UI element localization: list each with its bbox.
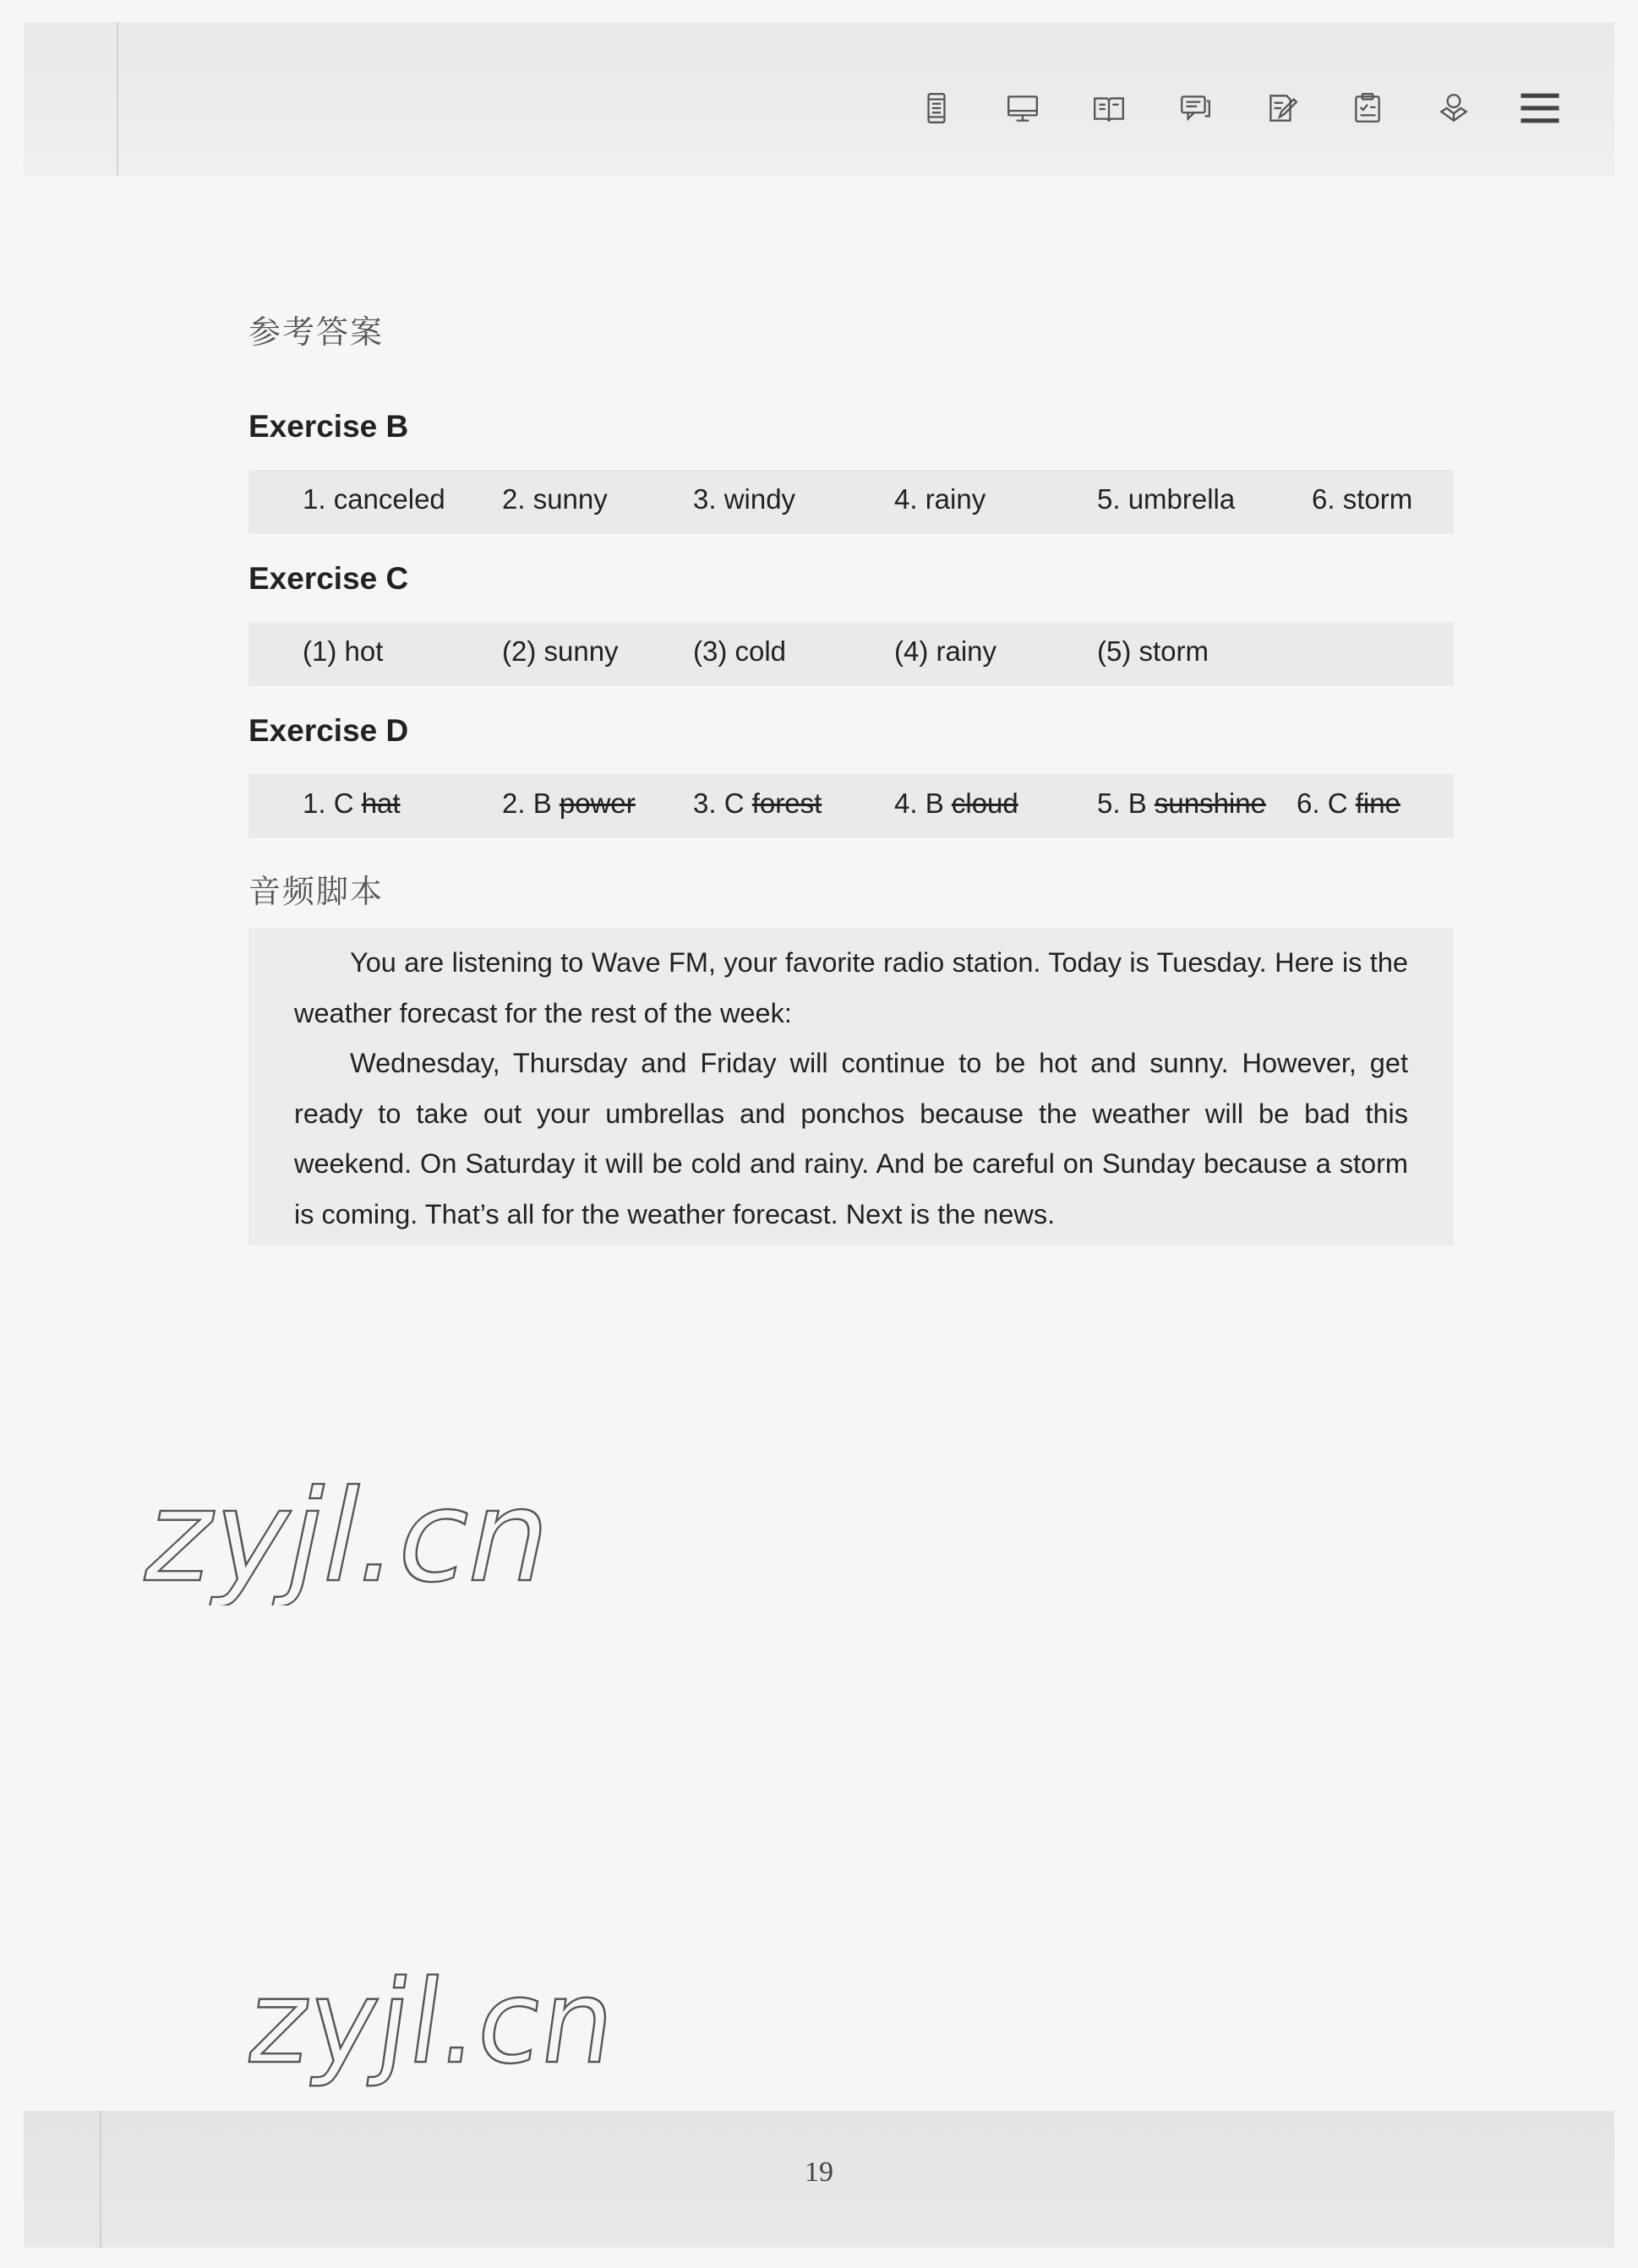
exercise-c-answers <box>248 622 1454 686</box>
answer-item <box>1297 788 1400 820</box>
exercise-d-title: Exercise D <box>248 713 409 748</box>
script-paragraph: Wednesday, Thursday and Friday will continue to be hot and sunny. However, get ready to take out your umbrellas and ponchos because the weather will be bad this weekend. On Saturday it will be cold and rainy. And be careful on Sunday because a storm is coming. That’s all for the weather forecast. Next is the news. <box>294 1048 1408 1229</box>
struck-word: power <box>559 788 636 819</box>
edit-icon[interactable] <box>1259 86 1303 130</box>
answer-item: 5. umbrella <box>1097 483 1236 515</box>
checklist-icon[interactable] <box>1346 86 1390 130</box>
watermark-text: zyjl.cn <box>135 1462 566 1606</box>
struck-word: sunshine <box>1154 788 1266 819</box>
phone-icon[interactable] <box>915 86 958 130</box>
struck-word: cloud <box>951 788 1018 819</box>
monitor-icon[interactable] <box>1001 86 1045 130</box>
struck-word: hat <box>361 788 401 819</box>
exercise-c-title: Exercise C <box>248 561 409 596</box>
answer-choice: 6. C <box>1297 788 1348 819</box>
answer-choice: 3. C <box>693 788 745 819</box>
answer-item: 4. rainy <box>894 483 986 515</box>
exercise-b-answers <box>248 470 1454 534</box>
answer-item: (2) sunny <box>502 635 619 667</box>
answers-heading: 参考答案 <box>248 313 385 351</box>
watermark <box>240 1935 680 2108</box>
answer-item: (1) hot <box>303 635 384 667</box>
watermark <box>135 1453 693 1610</box>
answer-choice: 1. C <box>303 788 354 819</box>
answer-item: 6. storm <box>1312 483 1413 515</box>
answer-item <box>502 788 636 820</box>
audio-script <box>248 928 1454 1246</box>
answer-choice: 2. B <box>502 788 552 819</box>
answer-item: (3) cold <box>693 635 787 667</box>
answer-item <box>1097 788 1266 820</box>
watermark-text: zyjl.cn <box>240 1955 625 2090</box>
answer-item: 2. sunny <box>502 483 608 515</box>
page-number: 19 <box>805 2156 833 2188</box>
exercise-b-title: Exercise B <box>248 409 409 444</box>
exercise-d-answers <box>248 774 1454 838</box>
menu-icon[interactable] <box>1518 86 1562 130</box>
struck-word: fine <box>1355 788 1400 819</box>
toolbar <box>915 86 1562 130</box>
award-icon[interactable] <box>1432 86 1476 130</box>
audio-script-heading: 音频脚本 <box>248 873 385 910</box>
answer-item: 1. canceled <box>303 483 445 515</box>
chat-icon[interactable] <box>1173 86 1217 130</box>
book-icon[interactable] <box>1087 86 1131 130</box>
answer-item <box>693 788 822 820</box>
answer-choice: 4. B <box>894 788 944 819</box>
answer-item: (5) storm <box>1097 635 1209 667</box>
answer-item: (4) rainy <box>894 635 997 667</box>
script-paragraph: You are listening to Wave FM, your favorite radio station. Today is Tuesday. Here is the weather forecast for the rest of the week: <box>294 947 1408 1028</box>
page-footer <box>24 2111 1614 2248</box>
answer-item: 3. windy <box>693 483 796 515</box>
answer-item <box>303 788 401 820</box>
struck-word: forest <box>751 788 822 819</box>
answer-item <box>894 788 1018 820</box>
header-divider <box>117 22 118 176</box>
answer-choice: 5. B <box>1097 788 1147 819</box>
